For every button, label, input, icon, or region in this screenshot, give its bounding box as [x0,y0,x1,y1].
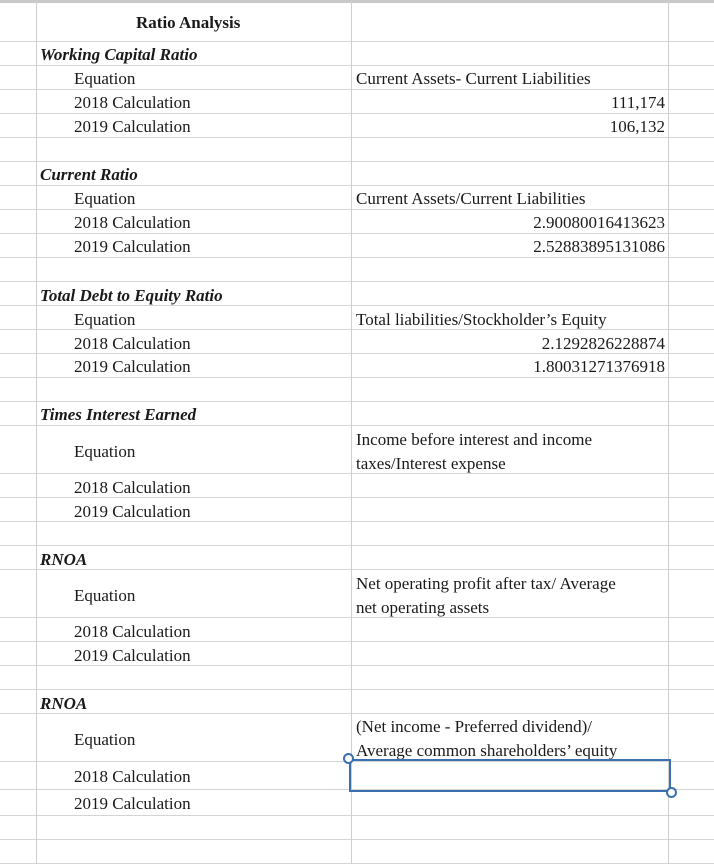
equation-cell: Current Assets- Current Liabilities [356,69,591,88]
grid-row[interactable] [0,666,714,690]
grid-row[interactable] [0,522,714,546]
calc-2019-label: 2019 Calculation [74,502,191,521]
grid-row[interactable] [0,0,714,42]
equation-cell: Current Assets/Current Liabilities [356,189,586,208]
calc-2018-label: 2018 Calculation [74,478,191,497]
selection-handle-top-left[interactable] [343,753,354,764]
sheet-title: Ratio Analysis [136,13,241,32]
equation-label: Equation [74,730,136,749]
equation-cell-line2: taxes/Interest expense [356,454,506,473]
section-heading: Current Ratio [40,165,138,184]
calc-2019-label: 2019 Calculation [74,646,191,665]
equation-cell-line2: net operating assets [356,598,490,617]
equation-label: Equation [74,310,136,329]
section-heading: Times Interest Earned [40,405,197,424]
equation-cell-line2: Average common shareholders’ equity [356,741,618,760]
grid-row[interactable] [0,258,714,282]
selection-handle-bottom-right[interactable] [666,787,677,798]
calc-2018-value: 2.90080016413623 [533,213,665,232]
grid-row[interactable] [0,690,714,714]
grid-row[interactable] [0,840,714,864]
calc-2018-label: 2018 Calculation [74,334,191,353]
section-heading: RNOA [40,694,88,713]
column-divider [668,0,669,864]
calc-2018-label: 2018 Calculation [74,213,191,232]
equation-cell-line1: Net operating profit after tax/ Average [356,574,616,593]
cell-selection-box[interactable] [349,759,671,792]
calc-2019-label: 2019 Calculation [74,117,191,136]
equation-label: Equation [74,442,136,461]
calc-2018-label: 2018 Calculation [74,622,191,641]
section-heading: Working Capital Ratio [40,45,198,64]
calc-2019-label: 2019 Calculation [74,237,191,256]
equation-label: Equation [74,586,136,605]
calc-2018-value: 2.1292826228874 [541,334,665,353]
equation-cell-line1: Income before interest and income [356,430,593,449]
equation-label: Equation [74,69,136,88]
calc-2019-value: 2.52883895131086 [533,237,665,256]
grid-row[interactable] [0,138,714,162]
grid-row[interactable] [0,546,714,570]
section-heading: RNOA [40,550,88,569]
grid-row[interactable] [0,816,714,840]
calc-2019-value: 1.80031271376918 [533,357,665,376]
calc-2018-label: 2018 Calculation [74,93,191,112]
equation-cell-line1: (Net income - Preferred dividend)/ [356,717,593,736]
section-heading: Total Debt to Equity Ratio [40,286,223,305]
calc-2018-label: 2018 Calculation [74,767,191,786]
equation-cell: Total liabilities/Stockholder’s Equity [356,310,607,329]
column-divider [36,0,37,864]
calc-2019-label: 2019 Calculation [74,357,191,376]
grid-row[interactable] [0,378,714,402]
calc-2019-label: 2019 Calculation [74,794,191,813]
equation-label: Equation [74,189,136,208]
calc-2018-value: 111,174 [611,93,665,112]
calc-2019-value: 106,132 [609,117,665,136]
